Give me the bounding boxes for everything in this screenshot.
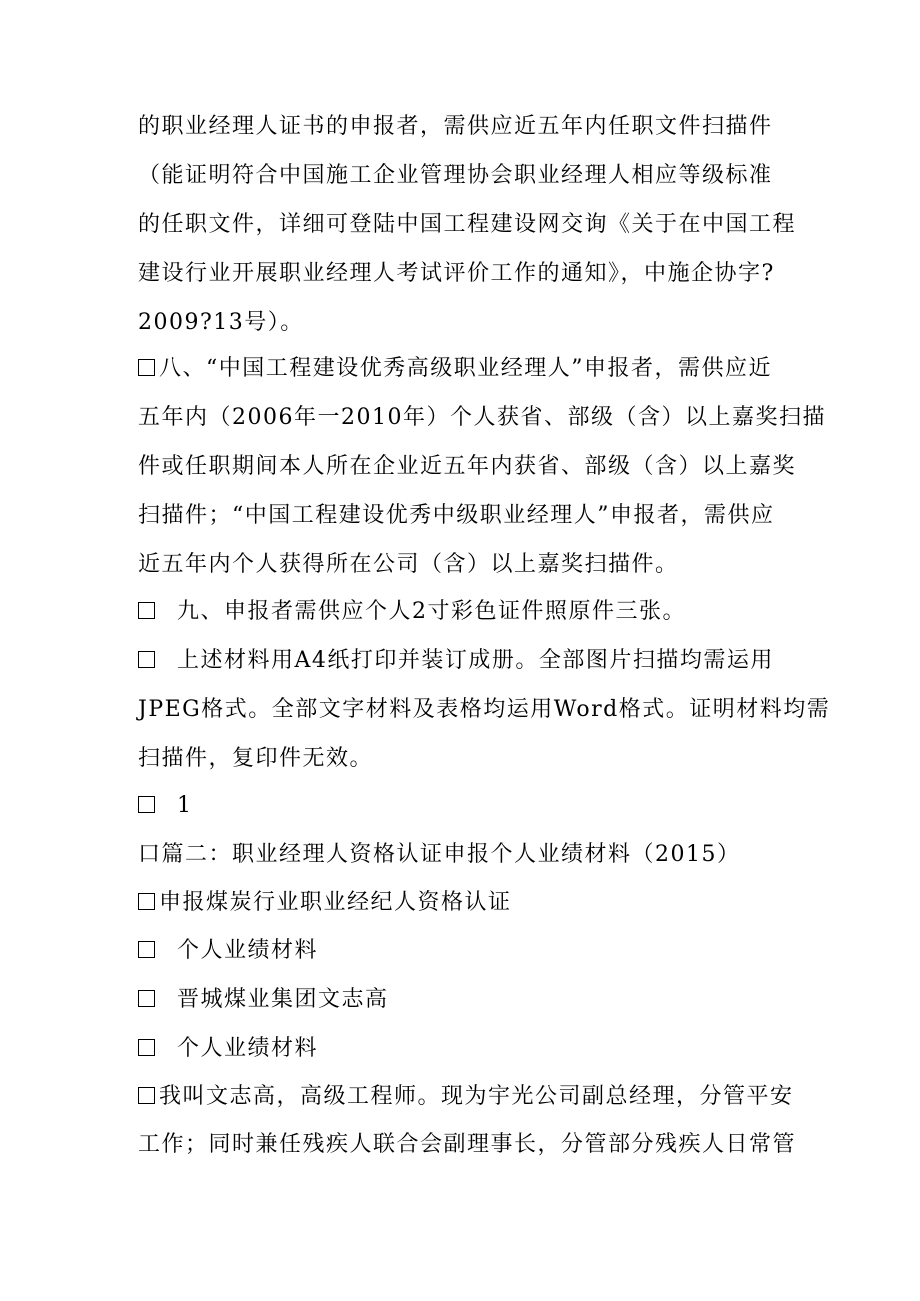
line-text: 1 <box>177 793 193 818</box>
line-text: 上述材料用A4纸打印并装订成册。全部图片扫描均需运用 <box>177 648 774 673</box>
line-text: 建设行业开展职业经理人考试评价工作的通知》，中施企协字? <box>138 261 775 286</box>
text-line <box>138 888 788 918</box>
text-line <box>138 646 788 676</box>
line-text: 近五年内个人获得所在公司（含）以上嘉奖扫描件。 <box>138 552 679 577</box>
text-line <box>138 112 788 142</box>
text-line <box>138 597 788 627</box>
checkbox-icon <box>138 796 155 813</box>
line-text: 个人业绩材料 <box>177 1036 319 1061</box>
text-line <box>138 985 788 1015</box>
text-line <box>138 452 797 482</box>
text-line <box>138 1130 797 1160</box>
text-line <box>138 308 788 338</box>
line-text: 九、申报者需供应个人2寸彩色证件照原件三张。 <box>177 599 686 624</box>
text-line <box>138 403 826 433</box>
line-text: 申报煤炭行业职业经纪人资格认证 <box>159 890 512 915</box>
text-line <box>138 259 788 289</box>
text-line <box>138 1034 788 1064</box>
line-text: （能证明符合中国施工企业管理协会职业经理人相应等级标准 <box>138 163 773 188</box>
line-text: 我叫文志高，高级工程师。现为宇光公司副总经理，分管平安 <box>159 1084 794 1109</box>
line-text: 2009?13号）。 <box>138 310 304 335</box>
line-text: 晋城煤业集团文志高 <box>177 987 389 1012</box>
checkbox-icon <box>138 893 155 910</box>
line-text: 的任职文件，详细可登陆中国工程建设网交询《关于在中国工程 <box>138 212 797 237</box>
checkbox-icon <box>138 602 155 619</box>
text-line <box>138 354 788 384</box>
checkbox-icon <box>138 1087 155 1104</box>
text-line <box>138 161 788 191</box>
checkbox-icon <box>138 651 155 668</box>
text-line <box>138 840 788 870</box>
line-text: JPEG格式。全部文字材料及表格均运用Word格式。证明材料均需 <box>138 697 831 722</box>
checkbox-icon <box>138 1039 155 1056</box>
text-line <box>138 695 831 725</box>
text-line <box>138 744 788 774</box>
text-line <box>138 501 788 531</box>
text-line <box>138 936 788 966</box>
text-line <box>138 1082 794 1112</box>
line-text: 工作；同时兼任残疾人联合会副理事长，分管部分残疾人日常管 <box>138 1132 797 1157</box>
text-line <box>138 210 797 240</box>
line-text: 件或任职期间本人所在企业近五年内获省、部级（含）以上嘉奖 <box>138 454 797 479</box>
line-text: 扫描件；“中国工程建设优秀中级职业经理人”申报者，需供应 <box>138 503 775 528</box>
checkbox-icon <box>138 359 155 376</box>
line-text: 五年内（2006年一2010年）个人获省、部级（含）以上嘉奖扫描 <box>138 405 826 430</box>
checkbox-icon <box>138 941 155 958</box>
line-text: 八、“中国工程建设优秀高级职业经理人”申报者，需供应近 <box>159 356 772 381</box>
text-line <box>138 791 788 821</box>
line-text: 的职业经理人证书的申报者，需供应近五年内任职文件扫描件 <box>138 114 773 139</box>
line-text: 口篇二：职业经理人资格认证申报个人业绩材料（2015） <box>138 842 741 867</box>
line-text: 扫描件，复印件无效。 <box>138 746 374 771</box>
checkbox-icon <box>138 990 155 1007</box>
line-text: 个人业绩材料 <box>177 938 319 963</box>
text-line <box>138 550 788 580</box>
